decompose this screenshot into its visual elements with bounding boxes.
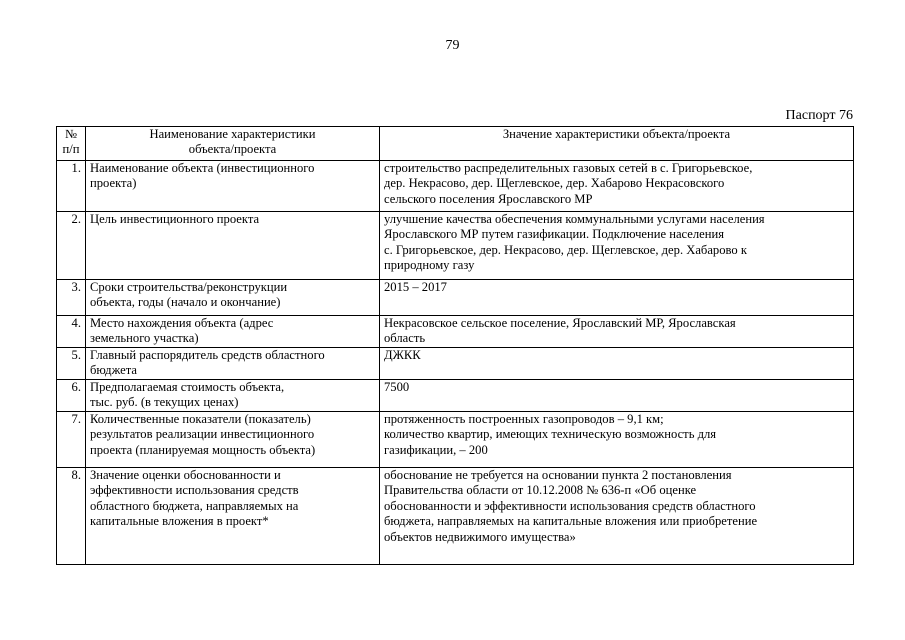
passport-label: Паспорт 76 <box>785 108 853 123</box>
row-name: Цель инвестиционного проекта <box>86 212 380 280</box>
row-num: 3. <box>57 280 86 316</box>
table-row <box>57 412 854 468</box>
row-num: 5. <box>57 348 86 380</box>
row-num: 6. <box>57 380 86 412</box>
row-num: 4. <box>57 316 86 348</box>
table-row <box>57 380 854 412</box>
row-value: 7500 <box>380 380 854 412</box>
row-value: 2015 – 2017 <box>380 280 854 316</box>
header-name: Наименование характеристики объекта/проекта <box>86 127 380 161</box>
row-value: Некрасовское сельское поселение, Ярославский МР, Ярославская область <box>380 316 854 348</box>
row-name: Предполагаемая стоимость объекта, тыс. руб. (в текущих ценах) <box>86 380 380 412</box>
row-name: Значение оценки обоснованности и эффективности использования средств областного бюджета, направляемых на капитальные вложения в проект* <box>86 468 380 565</box>
table-header-row <box>57 127 854 161</box>
row-value: ДЖКК <box>380 348 854 380</box>
table-row <box>57 161 854 212</box>
table-row <box>57 468 854 565</box>
row-num: 2. <box>57 212 86 280</box>
row-num: 1. <box>57 161 86 212</box>
row-name: Наименование объекта (инвестиционного проекта) <box>86 161 380 212</box>
row-num: 8. <box>57 468 86 565</box>
row-name: Место нахождения объекта (адрес земельного участка) <box>86 316 380 348</box>
row-value: протяженность построенных газопроводов – 9,1 км; количество квартир, имеющих техническую возможность для газификации, – 200 <box>380 412 854 468</box>
row-name: Сроки строительства/реконструкции объекта, годы (начало и окончание) <box>86 280 380 316</box>
row-value: обоснование не требуется на основании пункта 2 постановления Правительства области от 10.12.2008 № 636-п «Об оценке обоснованности и эффективности использования средств областного бюджета, направляемых на капитальные вложения или приобретение объектов недвижимого имущества» <box>380 468 854 565</box>
table-row <box>57 316 854 348</box>
row-value: строительство распределительных газовых сетей в с. Григорьевское, дер. Некрасово, дер. Щеглевское, дер. Хабарово Некрасовского сельского поселения Ярославского МР <box>380 161 854 212</box>
header-num: № п/п <box>57 127 86 161</box>
page-number: 79 <box>445 38 460 53</box>
row-value: улучшение качества обеспечения коммунальными услугами населения Ярославского МР путем газификации. Подключение населения с. Григорьевское, дер. Некрасово, дер. Щеглевское, дер. Хабарово к природному газу <box>380 212 854 280</box>
row-name: Количественные показатели (показатель) результатов реализации инвестиционного проекта (планируемая мощность объекта) <box>86 412 380 468</box>
row-num: 7. <box>57 412 86 468</box>
passport-table <box>56 126 854 565</box>
table-row <box>57 280 854 316</box>
header-value: Значение характеристики объекта/проекта <box>380 127 854 161</box>
table-row <box>57 212 854 280</box>
table-row <box>57 348 854 380</box>
row-name: Главный распорядитель средств областного бюджета <box>86 348 380 380</box>
